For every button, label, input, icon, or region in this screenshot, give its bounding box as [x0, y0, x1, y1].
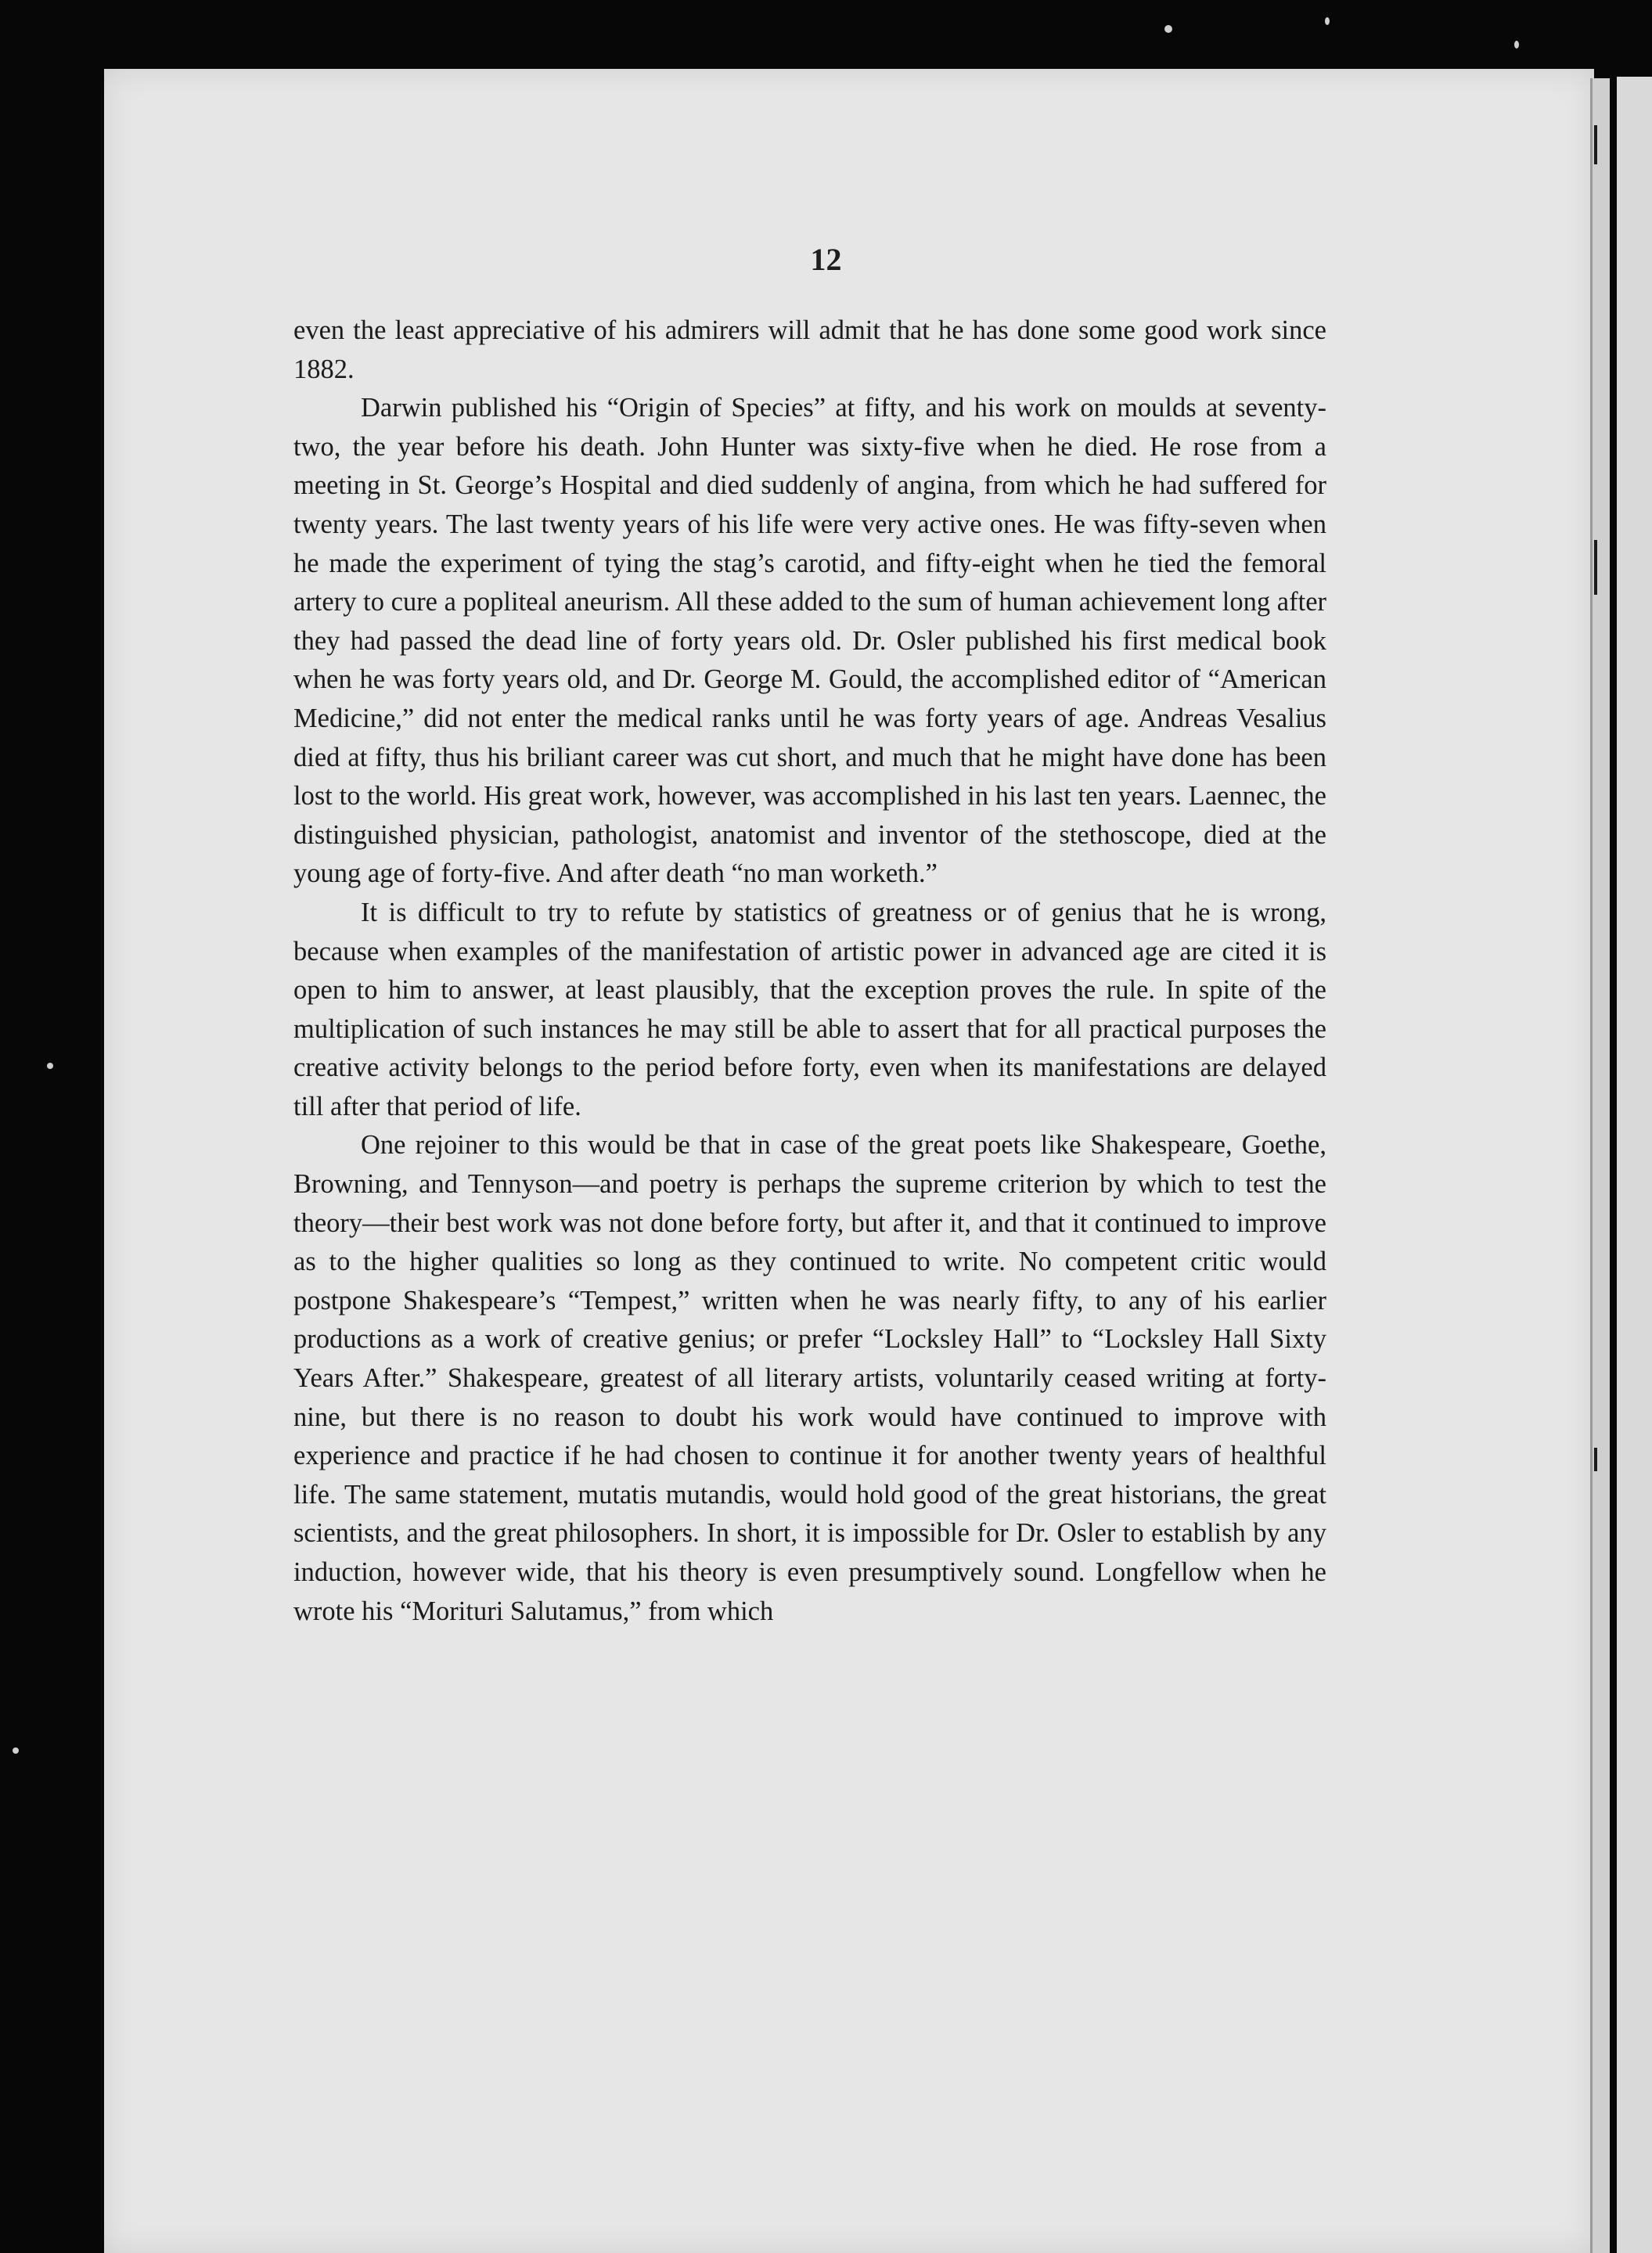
scan-speck: [47, 1063, 53, 1069]
paragraph-darwin: Darwin published his “Origin of Species” at fifty, and his work on moulds at seventy-two, the year before his death. John Hunter was sixty-five when he died. He rose from a meeting in St. George’s Hospital and died suddenly of angina, from which he had suffered for twenty years. The last twenty years of his life were very active ones. He was fifty-seven when he made the experiment of tying the stag’s carotid, and fifty-eight when he tied the femoral artery to cure a popliteal aneurism. All these added to the sum of human achievement long after they had passed the dead line of forty years old. Dr. Osler published his first medical book when he was forty years old, and Dr. George M. Gould, the accomplished editor of “American Medicine,” did not enter the medical ranks until he was forty years of age. Andreas Vesalius died at fifty, thus his briliant career was cut short, and much that he might have done has been lost to the world. His great work, however, was accomplished in his last ten years. Laennec, the distinguished physician, pathologist, anatomist and inventor of the stethoscope, died at the young age of forty-five. And after death “no man worketh.”: [293, 393, 1326, 889]
body-text: [293, 311, 1326, 1631]
paragraph-refute: It is difficult to try to refute by statistics of greatness or of genius that he is wrong, because when examples of the manifestation of artistic power in advanced age are cited it is open to him to answer, at least plausibly, that the exception proves the rule. In spite of the multiplication of such instances he may still be able to assert that for all practical purposes the creative activity belongs to the period before forty, even when its manifestations are delayed till after that period of life.: [293, 897, 1326, 1121]
adjacent-page-edge: [1617, 77, 1652, 2253]
scan-speck: [1514, 41, 1519, 49]
scan-speck: [13, 1747, 19, 1754]
scan-speck: [1325, 17, 1330, 25]
paragraph-continuation: even the least appreciative of his admirers will admit that he has done some good work since 1882.: [293, 315, 1326, 384]
paragraph-rejoinder: One rejoiner to this would be that in case of the great poets like Shakespeare, Goethe, Browning, and Tennyson—and poetry is perhaps the supreme criterion by which to test the theory—their best work was not done before forty, but after it, and that it continued to improve as to the higher qualities so long as they continued to write. No competent critic would postpone Shakespeare’s “Tempest,” written when he was nearly fifty, to any of his earlier productions as a work of creative genius; or prefer “Locksley Hall” to “Locksley Hall Sixty Years After.” Shakespeare, greatest of all literary artists, voluntarily ceased writing at forty-nine, but there is no reason to doubt his work would have continued to improve with experience and practice if he had chosen to continue it for another twenty years of healthful life. The same statement, mutatis mutandis, would hold good of the great historians, the great scientists, and the great philosophers. In short, it is impossible for Dr. Osler to establish by any induction, however wide, that his theory is even presumptively sound. Longfellow when he wrote his “Morituri Salutamus,” from which: [293, 1130, 1326, 1626]
page-number: 12: [810, 242, 842, 277]
page-binding-edge: [1590, 78, 1610, 2253]
scan-speck: [1164, 25, 1172, 33]
